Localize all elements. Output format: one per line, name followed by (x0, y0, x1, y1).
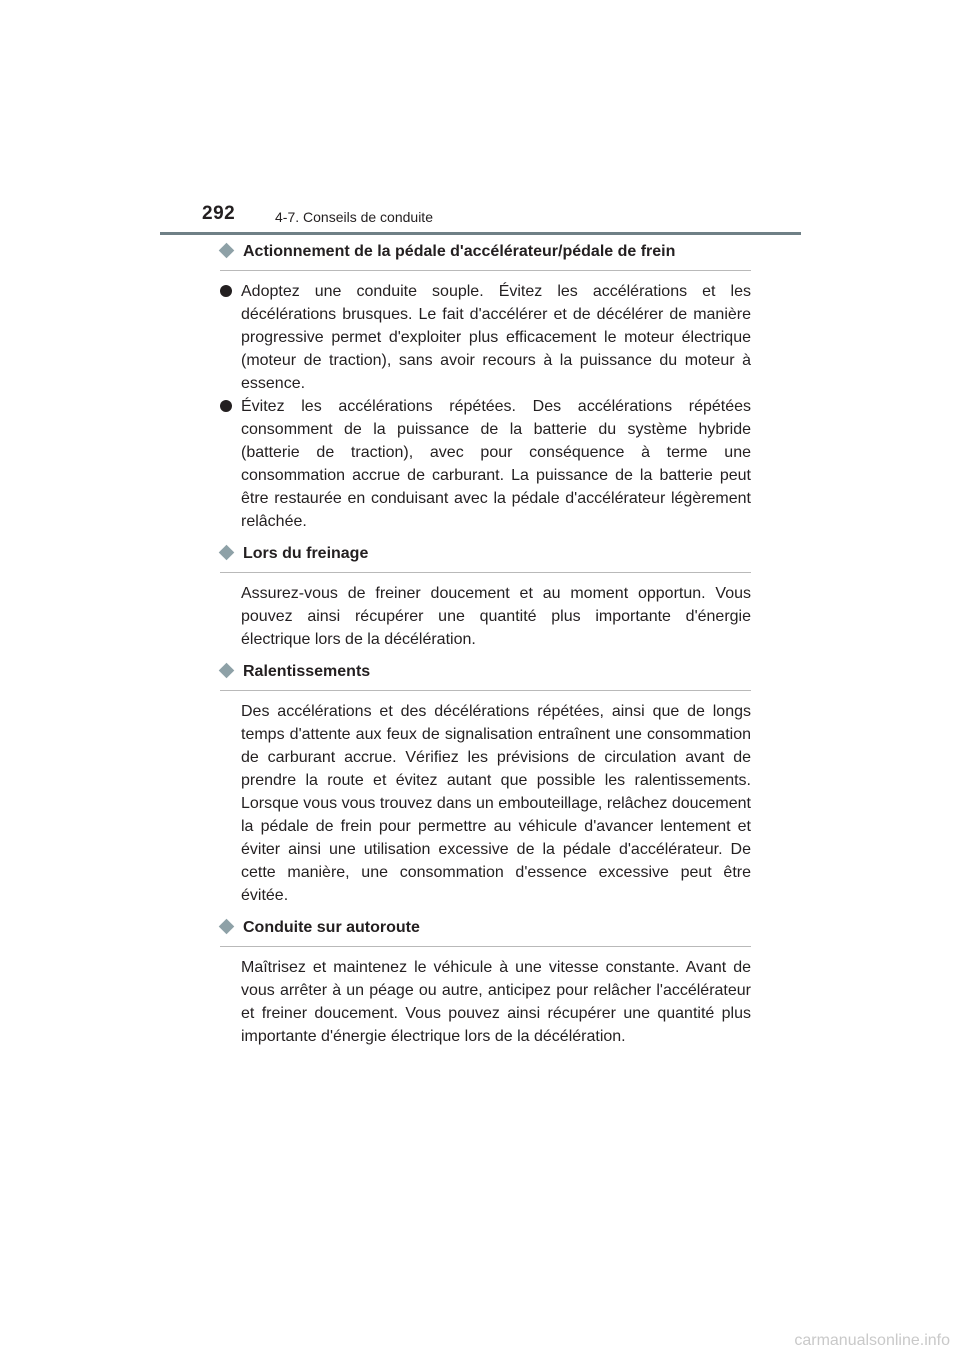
header-rule (160, 232, 801, 235)
bullet-item (220, 395, 751, 533)
section-accelerator-brake (220, 240, 751, 542)
section-heading-text: Conduite sur autoroute (243, 919, 420, 936)
section-heading-text: Actionnement de la pédale d'accélérateur/pédale de frein (243, 243, 676, 260)
diamond-icon (219, 919, 235, 935)
section-heading (220, 916, 751, 947)
section-heading-text: Ralentissements (243, 663, 371, 680)
section-paragraph: Des accélérations et des décélérations répétées, ainsi que de longs temps d'attente aux feux de signalisation entraînent une consommation de carburant accrue. Vérifiez les prévisions de circulation avant de prendre la route et évitez autant que possible les ralentissements. Lorsque vous vous trouvez dans un embouteillage, relâchez doucement la pédale de frein pour permettre au véhicule d'avancer lentement et éviter ainsi une utilisation excessive de la pédale d'accélérateur. De cette manière, une consommation d'essence excessive peut être évitée. (241, 703, 751, 904)
diamond-icon (219, 545, 235, 561)
bullet-item (220, 280, 751, 395)
section-paragraph: Maîtrisez et maintenez le véhicule à une vitesse constante. Avant de vous arrêter à un péage ou autre, anticipez pour relâcher l'accélérateur et freiner doucement. Vous pouvez ainsi récupérer une quantité plus importante d'énergie électrique lors de la décélération. (241, 959, 751, 1045)
bullet-text: Évitez les accélérations répétées. Des accélérations répétées consomment de la puissance de la batterie du système hybride (batterie de traction), avec pour conséquence à terme une consommation accrue de carburant. La puissance de la batterie peut être restaurée en conduisant avec la pédale d'accélérateur légèrement relâchée. (241, 398, 751, 530)
section-braking (220, 542, 751, 660)
page-number: 292 (202, 203, 236, 224)
section-heading (220, 542, 751, 573)
bullet-text: Adoptez une conduite souple. Évitez les accélérations et les décélérations brusques. Le fait d'accélérer et de décélérer de manière progressive permet d'exploiter plus efficacement le moteur électrique (moteur de traction), sans avoir recours à la puissance du moteur à essence. (241, 283, 751, 392)
page-content (220, 240, 751, 1048)
section-traffic-jams (220, 660, 751, 916)
section-heading-text: Lors du freinage (243, 545, 369, 562)
page-header (0, 0, 960, 240)
chapter-title: 4-7. Conseils de conduite (275, 209, 433, 225)
section-heading (220, 660, 751, 691)
bullet-icon (220, 285, 232, 297)
watermark: carmanualsonline.info (794, 1332, 950, 1349)
section-paragraph: Assurez-vous de freiner doucement et au moment opportun. Vous pouvez ainsi récupérer une quantité plus importante d'énergie électrique lors de la décélération. (241, 585, 751, 648)
section-heading (220, 240, 751, 271)
section-highway-driving (220, 916, 751, 1048)
bullet-icon (220, 400, 232, 412)
diamond-icon (219, 663, 235, 679)
diamond-icon (219, 243, 235, 259)
